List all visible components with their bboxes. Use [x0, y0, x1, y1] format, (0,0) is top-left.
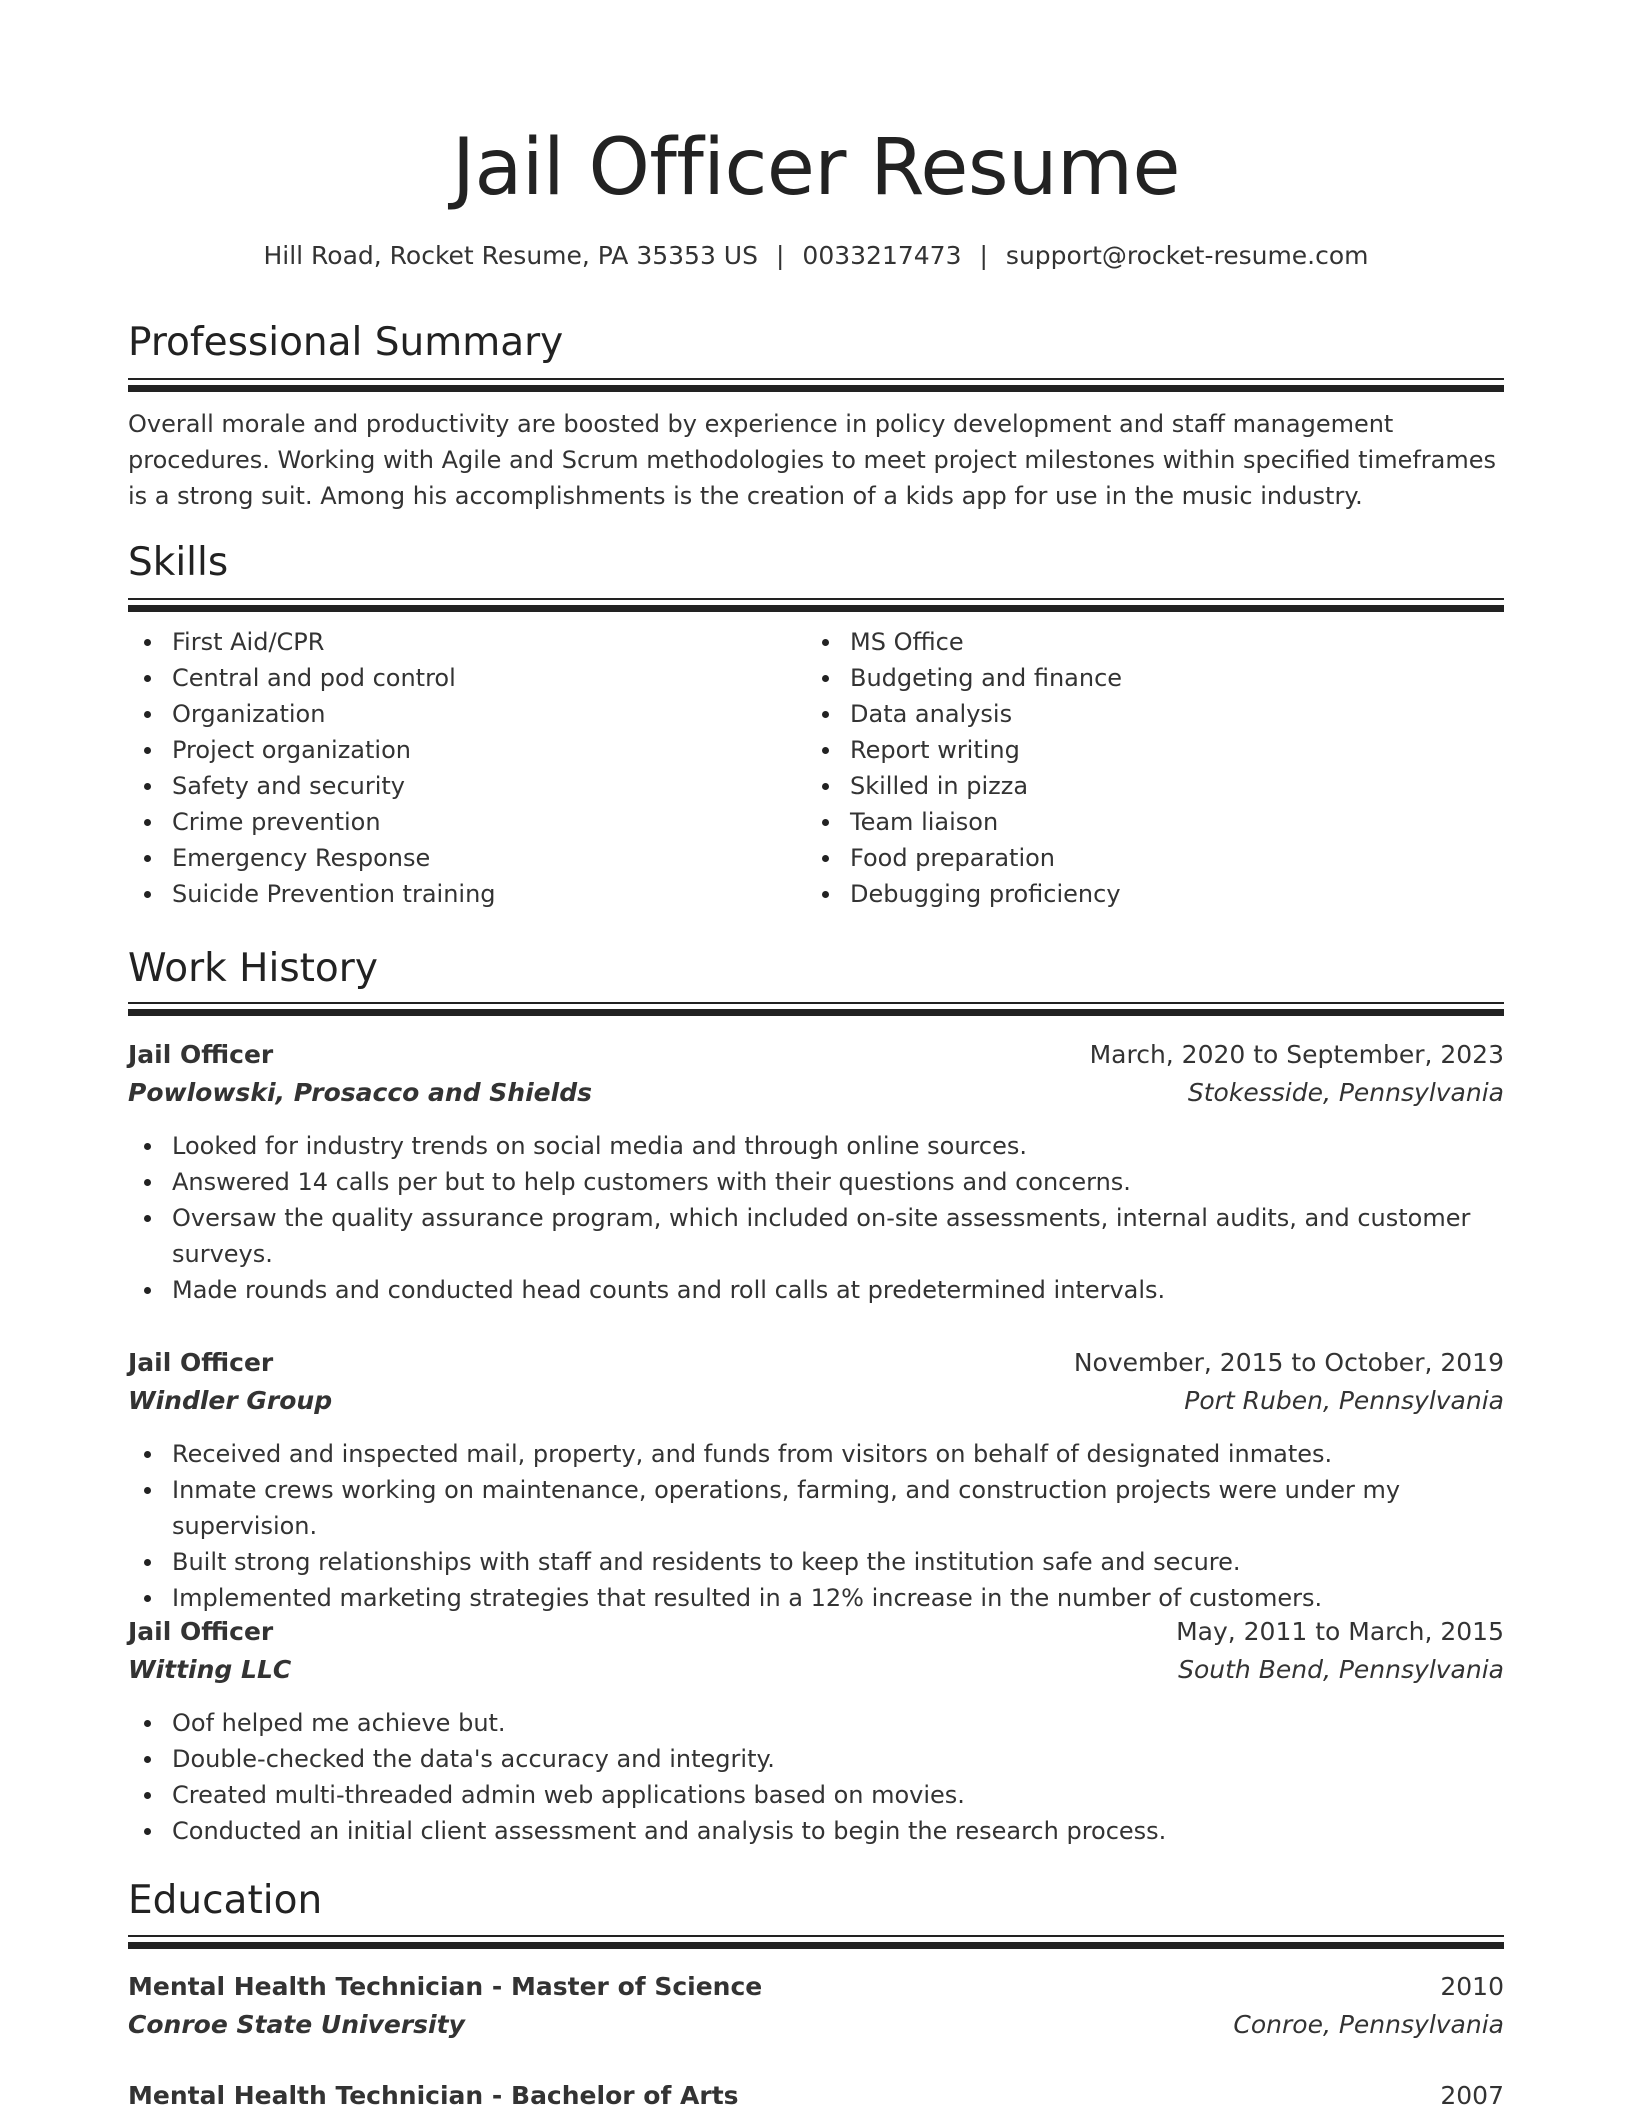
job-duty-item: Built strong relationships with staff and residents to keep the institution safe and secure. — [128, 1544, 1504, 1580]
contact-line — [0, 238, 1632, 274]
summary-text: Overall morale and productivity are boosted by experience in policy development and staff management procedures. Working with Agile and Scrum methodologies to meet project milestones within specified timeframes is a strong suit. Among his accomplishments is the creation of a kids app for use in the music industry. — [128, 410, 1497, 510]
job-duty-item: Double-checked the data's accuracy and integrity. — [128, 1741, 1504, 1777]
job-title: Jail Officer — [128, 1617, 274, 1646]
contact-address: Hill Road, Rocket Resume, PA 35353 US — [263, 241, 758, 270]
skill-item: MS Office — [806, 624, 1466, 660]
job-location: South Bend, Pennsylvania — [1178, 1655, 1504, 1684]
skill-item: Skilled in pizza — [806, 768, 1466, 804]
skills-list-right — [806, 624, 1466, 912]
skills-column-right — [806, 624, 1466, 912]
job-title: Jail Officer — [128, 1348, 274, 1377]
job-company: Powlowski, Prosacco and Shields — [128, 1078, 592, 1107]
contact-separator: | — [775, 241, 785, 270]
skill-item: Debugging proficiency — [806, 876, 1466, 912]
job-duty-item: Looked for industry trends on social media and through online sources. — [128, 1128, 1504, 1164]
job-dates: November, 2015 to October, 2019 — [1073, 1348, 1504, 1377]
job-duty-item: Inmate crews working on maintenance, operations, farming, and construction projects were under my supervision. — [128, 1472, 1504, 1544]
job-duties — [128, 1128, 1504, 1308]
job-header — [128, 1035, 1504, 1115]
education-degree: Mental Health Technician - Master of Science — [128, 1972, 763, 2001]
section-heading-work-history: Work History — [128, 946, 378, 991]
section-divider — [128, 1002, 1504, 1016]
section-divider — [128, 598, 1504, 612]
contact-phone[interactable]: 0033217473 — [802, 241, 962, 270]
job-duties-list — [128, 1436, 1504, 1616]
section-heading-skills: Skills — [128, 540, 229, 585]
skill-item: Central and pod control — [128, 660, 788, 696]
contact-email[interactable]: support@rocket-resume.com — [1005, 241, 1369, 270]
skill-item: Food preparation — [806, 840, 1466, 876]
education-location: Conroe, Pennsylvania — [1233, 2010, 1504, 2039]
job-duty-item: Received and inspected mail, property, and funds from visitors on behalf of designated inmates. — [128, 1436, 1504, 1472]
skill-item: Organization — [128, 696, 788, 732]
job-duties — [128, 1436, 1504, 1616]
contact-separator: | — [979, 241, 988, 270]
job-location: Port Ruben, Pennsylvania — [1184, 1386, 1504, 1415]
section-heading-summary: Professional Summary — [128, 320, 564, 365]
education-degree: Mental Health Technician - Bachelor of Arts — [128, 2081, 739, 2110]
job-duty-item: Oof helped me achieve but. — [128, 1705, 1504, 1741]
education-entry — [128, 2076, 1504, 2112]
skill-item: Budgeting and finance — [806, 660, 1466, 696]
section-heading-education: Education — [128, 1878, 323, 1923]
skill-item: Crime prevention — [128, 804, 788, 840]
job-duty-item: Oversaw the quality assurance program, which included on-site assessments, internal audits, and customer surveys. — [128, 1200, 1504, 1272]
job-duties — [128, 1705, 1504, 1849]
skill-item: Data analysis — [806, 696, 1466, 732]
skill-item: Safety and security — [128, 768, 788, 804]
job-location: Stokesside, Pennsylvania — [1187, 1078, 1504, 1107]
section-divider — [128, 378, 1504, 392]
section-divider — [128, 1935, 1504, 1949]
job-title: Jail Officer — [128, 1040, 274, 1069]
job-company: Witting LLC — [128, 1655, 292, 1684]
skill-item: Emergency Response — [128, 840, 788, 876]
skill-item: Report writing — [806, 732, 1466, 768]
skill-item: Suicide Prevention training — [128, 876, 788, 912]
skills-column-left — [128, 624, 788, 912]
resume-title: Jail Officer Resume — [452, 123, 1180, 213]
job-duty-item: Answered 14 calls per but to help customers with their questions and concerns. — [128, 1164, 1504, 1200]
job-duty-item: Created multi-threaded admin web applications based on movies. — [128, 1777, 1504, 1813]
job-header — [128, 1343, 1504, 1423]
skill-item: Project organization — [128, 732, 788, 768]
skills-list-left — [128, 624, 788, 912]
job-duties-list — [128, 1128, 1504, 1308]
job-header — [128, 1612, 1504, 1692]
education-entry — [128, 1967, 1504, 2047]
job-dates: March, 2020 to September, 2023 — [1089, 1040, 1504, 1069]
education-school: Conroe State University — [128, 2010, 465, 2039]
education-year: 2010 — [1440, 1972, 1504, 2001]
job-duty-item: Implemented marketing strategies that resulted in a 12% increase in the number of customers. — [128, 1580, 1504, 1616]
skill-item: Team liaison — [806, 804, 1466, 840]
job-duties-list — [128, 1705, 1504, 1849]
job-dates: May, 2011 to March, 2015 — [1176, 1617, 1504, 1646]
job-company: Windler Group — [128, 1386, 333, 1415]
job-duty-item: Conducted an initial client assessment and analysis to begin the research process. — [128, 1813, 1504, 1849]
skill-item: First Aid/CPR — [128, 624, 788, 660]
education-year: 2007 — [1440, 2081, 1504, 2110]
job-duty-item: Made rounds and conducted head counts and roll calls at predetermined intervals. — [128, 1272, 1504, 1308]
